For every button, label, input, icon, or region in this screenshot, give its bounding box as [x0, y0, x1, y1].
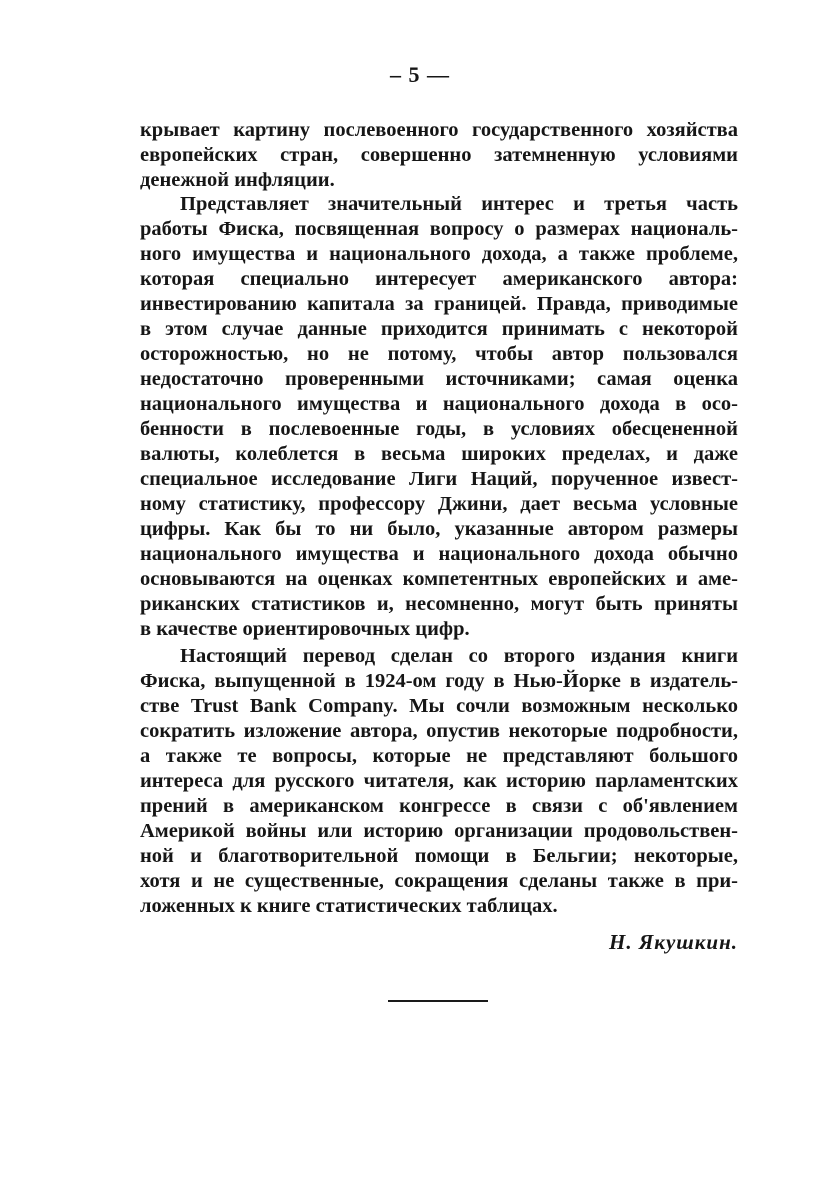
text-line: национального имущества и национального дохода обычно [140, 543, 738, 565]
text-line: национального имущества и национального дохода в осо- [140, 393, 738, 415]
text-line: ного имущества и национального дохода, а также проблеме, [140, 243, 738, 265]
text-line: работы Фиска, посвященная вопросу о размерах националь- [140, 218, 738, 240]
text-line: в качестве ориентировочных цифр. [140, 618, 470, 640]
page-number: – 5 — [390, 62, 450, 87]
paragraph-first-line: Настоящий перевод сделан со второго издания книги [180, 645, 738, 667]
text-line: хотя и не существенные, сокращения сделаны также в при- [140, 870, 738, 892]
text-line: прений в американском конгрессе в связи с об'явлением [140, 795, 738, 817]
text-line: цифры. Как бы то ни было, указанные автором размеры [140, 518, 738, 540]
paragraph-first-line: Представляет значительный интерес и третья часть [180, 193, 738, 215]
text-line: Фиска, выпущенной в 1924-ом году в Нью-Йорке в издатель- [140, 670, 738, 692]
text-line: ному статистику, профессору Джини, дает весьма условные [140, 493, 738, 515]
text-line: ной и благотворительной помощи в Бельгии; некоторые, [140, 845, 738, 867]
text-line: денежной инфляции. [140, 169, 335, 191]
text-line: осторожностью, но не потому, чтобы автор пользовался [140, 343, 738, 365]
author-signature: Н. Якушкин. [609, 930, 738, 954]
text-line: риканских статистиков и, несомненно, могут быть приняты [140, 593, 738, 615]
text-line: европейских стран, совершенно затемненную условиями [140, 144, 738, 166]
text-line: в этом случае данные приходится принимать с некоторой [140, 318, 738, 340]
text-line: инвестированию капитала за границей. Правда, приводимые [140, 293, 738, 315]
text-line: специальное исследование Лиги Наций, порученное извест- [140, 468, 738, 490]
text-line: Америкой войны или историю организации продовольствен- [140, 820, 738, 842]
text-line: интереса для русского читателя, как историю парламентских [140, 770, 738, 792]
text-line: а также те вопросы, которые не представляют большого [140, 745, 738, 767]
text-line: которая специально интересует американского автора: [140, 268, 738, 290]
text-line: валюты, колеблется в весьма широких пределах, и даже [140, 443, 738, 465]
text-line: бенности в послевоенные годы, в условиях обесцененной [140, 418, 738, 440]
text-line: основываются на оценках компетентных европейских и аме- [140, 568, 738, 590]
text-line: недостаточно проверенными источниками; самая оценка [140, 368, 738, 390]
section-divider [388, 1000, 488, 1002]
text-line: стве Trust Bank Company. Мы сочли возможным несколько [140, 695, 738, 717]
text-line: сократить изложение автора, опустив некоторые подробности, [140, 720, 738, 742]
text-line: крывает картину послевоенного государственного хозяйства [140, 119, 738, 141]
text-line: ложенных к книге статистических таблицах. [140, 895, 558, 917]
